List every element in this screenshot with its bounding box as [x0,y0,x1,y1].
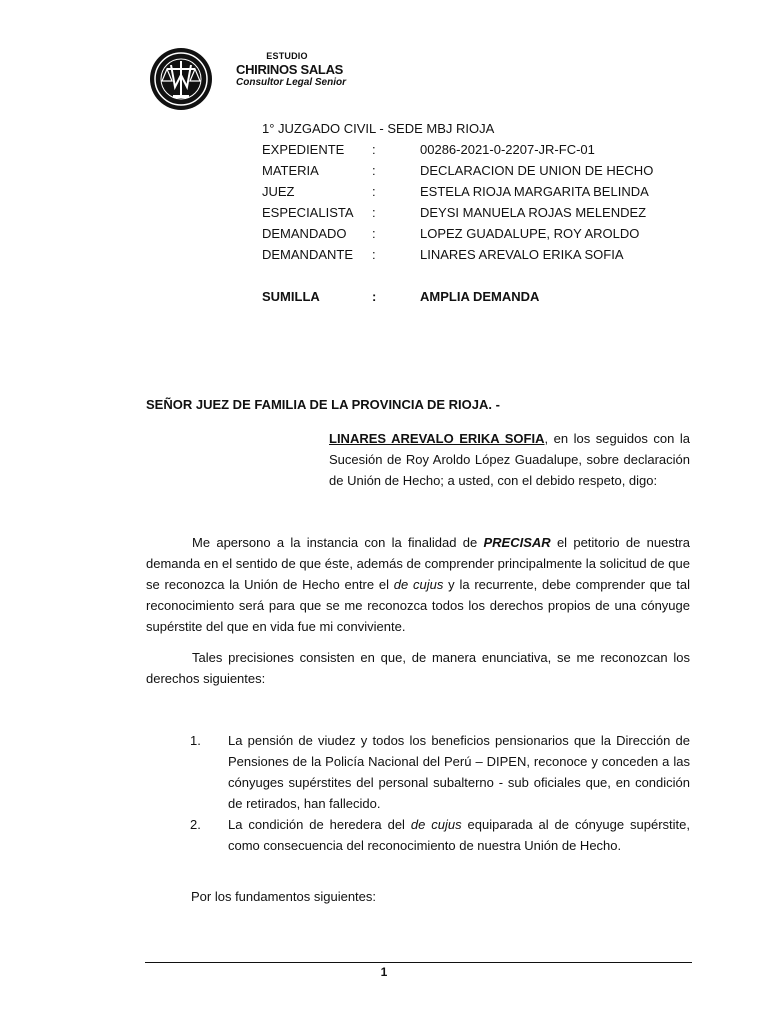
case-row-juez [262,181,653,202]
case-row-key: MATERIA [262,163,319,178]
case-row-value: 00286-2021-0-2207-JR-FC-01 [420,142,595,157]
case-row-key: EXPEDIENTE [262,142,345,157]
sumilla-value: AMPLIA DEMANDA [420,289,540,304]
court-name: 1° JUZGADO CIVIL - SEDE MBJ RIOJA [262,121,495,136]
addressee: SEÑOR JUEZ DE FAMILIA DE LA PROVINCIA DE RIOJA. - [146,397,500,412]
case-row-value: ESTELA RIOJA MARGARITA BELINDA [420,184,649,199]
case-row-demandante [262,244,653,265]
case-row-especialista [262,202,653,223]
paragraph-1-a: Me apersono a la instancia con la finalidad de [192,535,484,550]
firm-name: CHIRINOS SALAS [236,62,344,77]
case-row-sep: : [372,142,376,157]
list-item-number: 1. [190,733,201,748]
case-row-demandado [262,223,653,244]
paragraph-2 [146,647,690,689]
letterhead [232,51,352,88]
case-row-sep: : [372,163,376,178]
list-item-text-b: equiparada al de cónyuge supérstite, como consecuencia del reconocimiento de nuestra Unión de Hecho. [228,817,690,853]
case-row-sep: : [372,226,376,241]
list-item-text-a: La condición de heredera del [228,817,411,832]
case-row-sumilla [262,286,653,307]
paragraph-1-b: el petitorio de nuestra demanda en el sentido de que éste, además de comprender principalmente la solicitud de que se reconozca la Unión de Hecho entre el [146,535,690,592]
sumilla-key: SUMILLA [262,289,320,304]
case-row-value: LINARES AREVALO ERIKA SOFIA [420,247,624,262]
sumilla-sep: : [372,289,377,304]
list-item-text [228,814,690,856]
list-item-text-a: La pensión de viudez y todos los beneficios pensionarios que la Dirección de Pensiones de la Policía Nacional del Perú – DIPEN, reconoce y conceden a las cónyuges supérstites del personal subalterno - sub oficiales que, en condición de retirados, han fallecido. [228,733,690,811]
case-row-value: DEYSI MANUELA ROJAS MELENDEZ [420,205,647,220]
case-row-key: JUEZ [262,184,295,199]
footer-divider [145,962,692,963]
rights-list [190,730,690,856]
list-item [190,730,690,814]
case-row-sep: : [372,205,376,220]
paragraph-1-c: y la recurrente, debe comprender que tal reconocimiento será para que se me reconozca todos los derechos propios de una cónyuge supérstite del que en vida fue mi conviviente. [146,577,691,634]
case-row-sep: : [372,247,376,262]
page-number: 1 [380,965,388,979]
case-row-expediente [262,139,653,160]
firm-tagline: Consultor Legal Senior [236,77,347,88]
paragraph-1-emphasis: PRECISAR [483,535,551,550]
intro-paragraph [329,428,690,491]
closing-text: Por los fundamentos siguientes: [191,889,376,904]
paragraph-1-italic: de cujus [393,577,444,592]
case-row-key: DEMANDANTE [262,247,354,262]
firm-logo [149,47,213,111]
paragraph-1 [146,532,690,637]
intro-text: , en los seguidos con la Sucesión de Roy Aroldo López Guadalupe, sobre declaración de Unión de Hecho; a usted, con el debido respeto, digo: [329,431,690,488]
case-info [262,118,653,307]
paragraph-2-text: Tales precisiones consisten en que, de manera enunciativa, se me reconozcan los derechos siguientes: [146,650,690,686]
case-row-value: DECLARACION DE UNION DE HECHO [420,163,654,178]
list-item-italic: de cujus [410,817,462,832]
case-row-materia [262,160,653,181]
list-item [190,814,690,856]
plaintiff-name: LINARES AREVALO ERIKA SOFIA [329,431,545,446]
list-item-number: 2. [190,817,201,832]
case-row-value: LOPEZ GUADALUPE, ROY AROLDO [420,226,640,241]
letterhead-line1: ESTUDIO [266,51,308,61]
case-row-key: DEMANDADO [262,226,347,241]
case-row-sep: : [372,184,376,199]
case-row-key: ESPECIALISTA [262,205,354,220]
list-item-text [228,730,690,814]
